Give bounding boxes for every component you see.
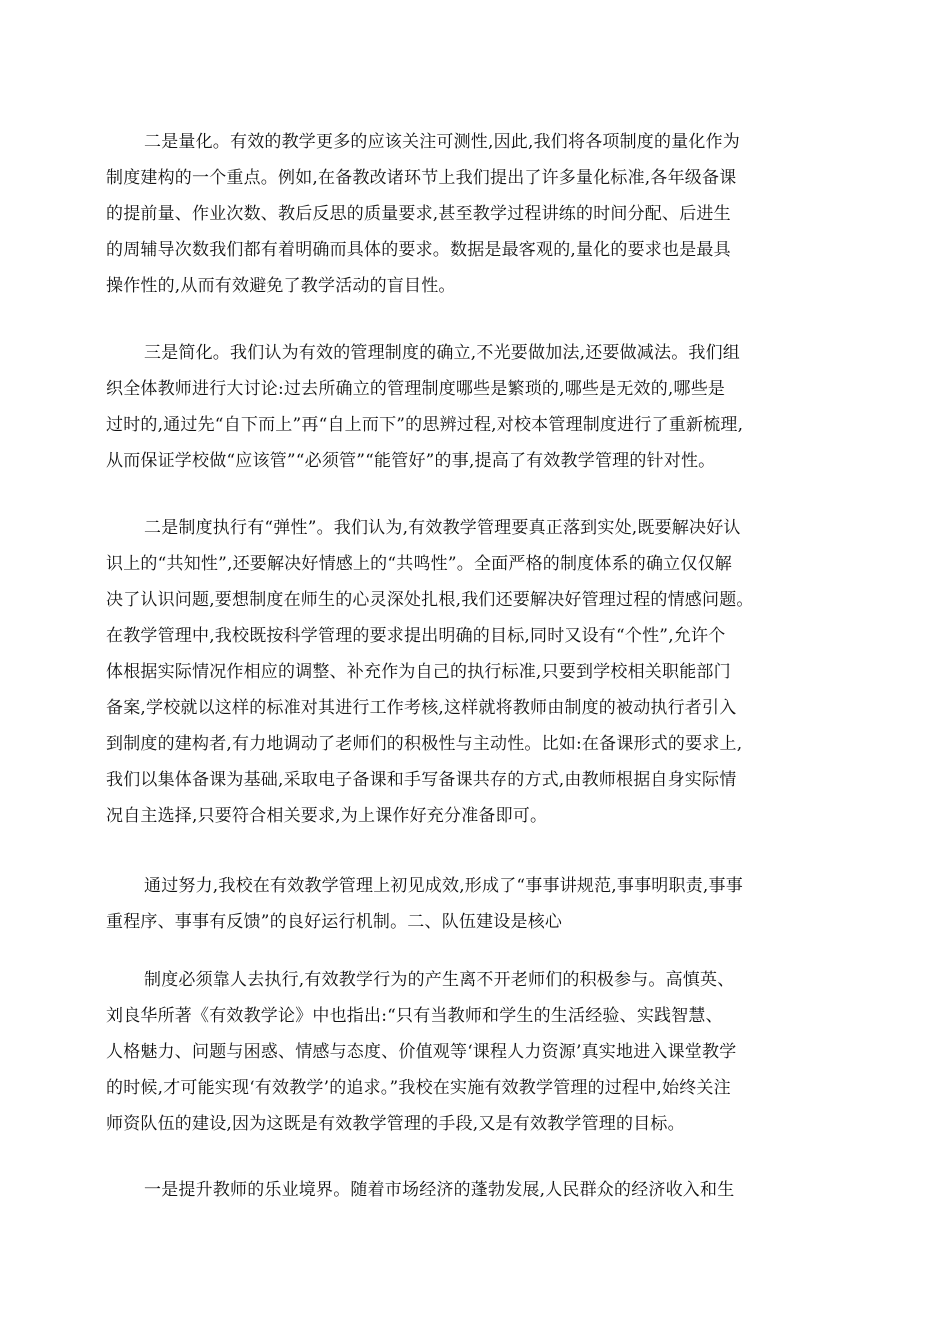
text-line: 备案,学校就以这样的标准对其进行工作考核,这样就将教师由制度的被动执行者引入 [106, 698, 737, 718]
text-line: 通过努力,我校在有效教学管理上初见成效,形成了“事事讲规范,事事明职责,事事 [144, 876, 743, 896]
text-line: 三是简化。我们认为有效的管理制度的确立,不光要做加法,还要做减法。我们组 [144, 343, 741, 363]
text-line: 重程序、事事有反馈”的良好运行机制。二、队伍建设是核心 [106, 912, 563, 932]
text-line: 操作性的,从而有效避免了教学活动的盲目性。 [106, 276, 456, 296]
text-line: 的周辅导次数我们都有着明确而具体的要求。数据是最客观的,量化的要求也是最具 [106, 240, 731, 260]
text-line: 过时的,通过先“自下而上”再“自上而下”的思辨过程,对校本管理制度进行了重新梳理, [106, 415, 744, 435]
text-line: 二是制度执行有“弹性”。我们认为,有效教学管理要真正落到实处,既要解决好认 [144, 518, 741, 538]
text-line: 况自主选择,只要符合相关要求,为上课作好充分准备即可。 [106, 806, 548, 826]
paragraph-team [106, 962, 858, 1142]
text-line: 的时候,才可能实现‘有效教学’的追求。”我校在实施有效教学管理的过程中,始终关注 [106, 1078, 731, 1098]
text-line: 人格魅力、问题与困惑、情感与态度、价值观等‘课程人力资源’真实地进入课堂教学 [106, 1042, 737, 1062]
text-line: 的提前量、作业次数、教后反思的质量要求,甚至教学过程讲练的时间分配、后进生 [106, 204, 731, 224]
text-line: 制度必须靠人去执行,有效教学行为的产生离不开老师们的积极参与。高慎英、 [144, 970, 735, 990]
text-line: 刘良华所著《有效教学论》中也指出:“只有当教师和学生的生活经验、实践智慧、 [106, 1006, 723, 1026]
text-line: 到制度的建构者,有力地调动了老师们的积极性与主动性。比如:在备课形式的要求上, [106, 734, 743, 754]
paragraph-results [106, 868, 858, 940]
paragraph-flexibility [106, 510, 858, 834]
text-line: 从而保证学校做“应该管”“必须管”“能管好”的事,提高了有效教学管理的针对性。 [106, 451, 716, 471]
text-line: 制度建构的一个重点。例如,在备教改诸环节上我们提出了许多量化标准,各年级备课 [106, 168, 737, 188]
text-line: 一是提升教师的乐业境界。随着市场经济的蓬勃发展,人民群众的经济收入和生 [144, 1180, 735, 1200]
text-line: 在教学管理中,我校既按科学管理的要求提出明确的目标,同时又设有“个性”,允许个 [106, 626, 726, 646]
text-line: 织全体教师进行大讨论:过去所确立的管理制度哪些是繁琐的,哪些是无效的,哪些是 [106, 379, 726, 399]
text-line: 师资队伍的建设,因为这既是有效教学管理的手段,又是有效教学管理的目标。 [106, 1114, 685, 1134]
text-line: 二是量化。有效的教学更多的应该关注可测性,因此,我们将各项制度的量化作为 [144, 132, 741, 152]
paragraph-simplification [106, 335, 858, 479]
text-line: 体根据实际情况作相应的调整、补充作为自己的执行标准,只要到学校相关职能部门 [106, 662, 731, 682]
text-line: 我们以集体备课为基础,采取电子备课和手写备课共存的方式,由教师根据自身实际情 [106, 770, 737, 790]
paragraph-realm [106, 1172, 858, 1208]
paragraph-quantification [106, 124, 858, 304]
text-line: 识上的“共知性”,还要解决好情感上的“共鸣性”。全面严格的制度体系的确立仅仅解 [106, 554, 732, 574]
text-line: 决了认识问题,要想制度在师生的心灵深处扎根,我们还要解决好管理过程的情感问题。 [106, 590, 754, 610]
